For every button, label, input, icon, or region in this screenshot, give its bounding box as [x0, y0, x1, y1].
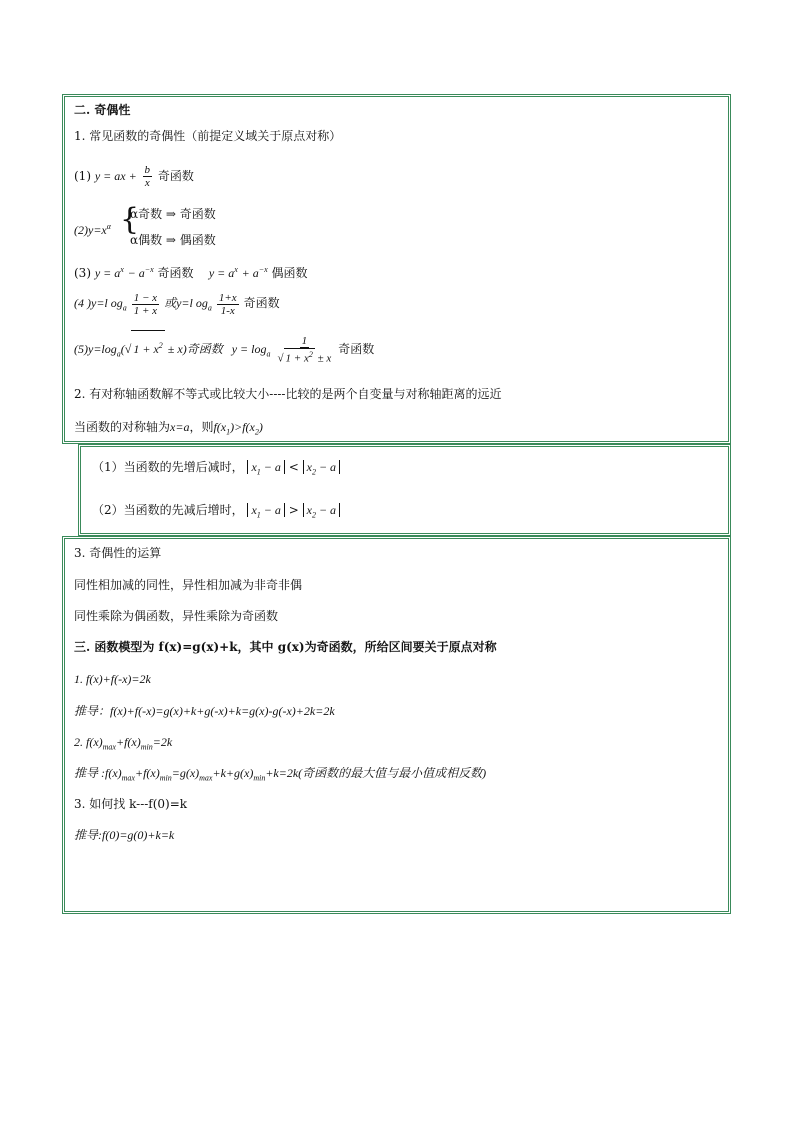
case-increase-then-decrease: （1）当函数的先增后减时， $x_1 - a < x_2 - a$ [92, 459, 340, 480]
property-1-proof: 推导：f(x)+f(-x)=g(x)+k+g(-x)+k=g(x)-g(-x)+2k=2k [74, 704, 335, 718]
property-3: 3. 如何找 k---f(0)=k [74, 797, 188, 811]
property-3-proof: 推导:f(0)=g(0)+k=k [74, 828, 175, 842]
case-decrease-then-increase: （2）当函数的先减后增时， $x_1 - a > x_2 - a$ [92, 502, 340, 523]
item-2-heading: 2. 有对称轴函数解不等式或比较大小----比较的是两个自变量与对称轴距离的远近 [74, 387, 502, 401]
section-two-title: 二. 奇偶性 [74, 103, 131, 117]
brace-icon: { [120, 202, 140, 237]
formula-5: $(5)y=\log_a(√$ $1 + x^2 \pm x$)奇函数 $y = \log_a$ $\frac{1}{√ 1 + x^2 \pm x}$ 奇函数 [74, 330, 374, 369]
item-1-heading: 1. 常见函数的奇偶性（前提定义域关于原点对称） [74, 129, 342, 143]
section-three-title: 三. 函数模型为 f(x)=g(x)+k，其中 g(x)为奇函数，所给区间要关于原点对称 [74, 640, 497, 654]
property-2-proof: 推导 $:f(x)_{max}+f(x)_{min}=g(x)_{max}+k+g(x)_{min}+k=2k$(奇函数的最大值与最小值成相反数) [74, 766, 487, 783]
rule-multiply-divide: 同性乘除为偶函数，异性乘除为奇函数 [74, 609, 279, 623]
item-3-heading: 3. 奇偶性的运算 [74, 546, 162, 560]
rule-add-subtract: 同性相加减的同性，异性相加减为非奇非偶 [74, 578, 303, 592]
formula-4: (4 )y=l $og_a$ $\frac{1 - x}{1 + x}$ 或y=l $og_a$ $\frac{1+x}{1-x}$ 奇函数 [74, 291, 280, 317]
symmetry-axis-condition: 当函数的对称轴为x=a，则$f(x_1)>f(x_2)$ [74, 420, 263, 437]
property-2: 2. $f(x)_{max}+f(x)_{min}=2k$ [74, 735, 173, 752]
formula-3: (3) $y = a^x - a^{-x}$ 奇函数 $y = a^x + a^{-x}$ 偶函数 [74, 265, 308, 280]
formula-2-case-even: α偶数 ⇒ 偶函数 [130, 233, 216, 247]
formula-2-case-odd: α奇数 ⇒ 奇函数 [130, 207, 216, 221]
formula-2-lhs: $(2)y=x^\alpha$ [74, 222, 111, 237]
formula-1: (1) y = ax + $\frac{b}{x}$ 奇函数 [74, 164, 194, 189]
property-1: 1. f(x)+f(-x)=2k [74, 672, 151, 686]
